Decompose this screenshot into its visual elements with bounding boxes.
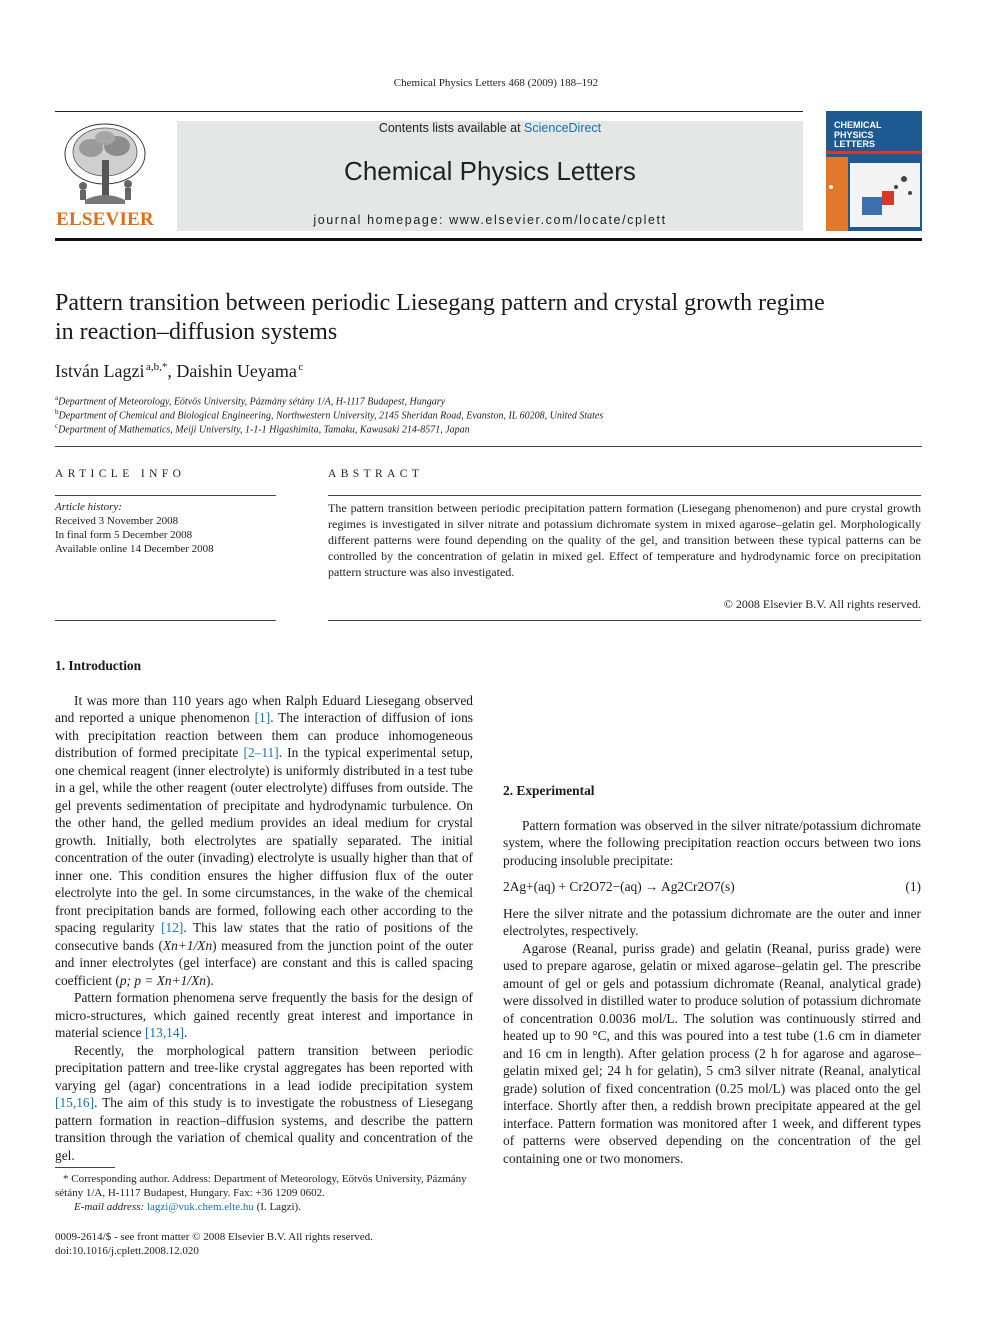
abstract-copyright: © 2008 Elsevier B.V. All rights reserved. xyxy=(723,597,921,611)
equation-number: (1) xyxy=(905,879,921,894)
history-entry: Received 3 November 2008 xyxy=(55,515,179,527)
paragraph-text: ). xyxy=(205,972,214,988)
contents-prefix: Contents lists available at xyxy=(378,121,525,135)
abstract-bottom-rule xyxy=(328,620,921,621)
reference-link[interactable]: [13,14] xyxy=(144,1025,185,1040)
cover-artwork xyxy=(826,157,922,231)
paragraph-text: . In the typical experimental setup, one chemical reagent (inner electrolyte) is uniformly distributed in a test tube in a gel, while the other reagent (outer electrolyte) diffuses from outside. The gel prevents sedimentation of precipitate and hydrodynamic turbulence. On the other hand, the gelled medium provides an ideal medium for crystal growth. Initially, both electrolytes are spatially separated. The initial concentration of the outer (invading) electrolyte is usually higher than that of inner one. This condition ensures the higher diffusion flux of the outer electrolyte into the gel. In some circumstances, in the wake of the chemical front precipitation bands are formed, following each other according to the spacing regularity xyxy=(55,745,474,935)
corresponding-footnote xyxy=(55,1172,473,1214)
journal-citation: Chemical Physics Letters 468 (2009) 188–192 xyxy=(393,77,599,89)
paragraph-text: . The aim of this study is to investigate the robustness of Liesegang pattern formation in reaction–diffusion systems, and describe the pattern transition through the variation of chemical quality and concentration of the gel. xyxy=(55,1095,473,1163)
author-list xyxy=(55,361,925,382)
section-heading: 1. Introduction xyxy=(55,658,142,673)
reference-link[interactable]: [2–11] xyxy=(243,745,279,760)
author-marks: a,b,* xyxy=(145,361,168,373)
author-marks: c xyxy=(298,361,304,373)
intro-paragraph xyxy=(55,989,473,1042)
abstract-rule xyxy=(328,495,921,496)
paragraph-text: ) measured from the junction point of the outer and inner electrolytes (gel interface) are constant and this is called spacing coefficient ( xyxy=(55,937,473,988)
affiliation xyxy=(55,408,925,421)
intro-paragraph xyxy=(55,692,473,990)
header-thick-rule xyxy=(55,238,922,241)
cover-title-line: PHYSICS xyxy=(834,129,874,140)
journal-title: Chemical Physics Letters xyxy=(344,156,636,186)
email-link[interactable]: lagzi@vuk.chem.elte.hu xyxy=(146,1201,254,1213)
email-suffix: (I. Lagzi). xyxy=(253,1201,301,1213)
paragraph-text: It was more than 110 years ago when Ralph Eduard Liesegang observed and reported a unique phenomenon xyxy=(55,692,473,725)
author-name: Daishin Ueyama xyxy=(176,361,297,381)
affiliation-text: Department of Mathematics, Meiji University, 1-1-1 Higashimita, Tamaku, Kawasaki 214-8571, Japan xyxy=(58,424,470,436)
article-info-bottom-rule xyxy=(55,620,276,621)
contents-line xyxy=(177,121,803,135)
article-history xyxy=(55,500,276,556)
intro-paragraph xyxy=(55,1042,473,1165)
issn-line: 0009-2614/$ - see front matter © 2008 Elsevier B.V. All rights reserved. xyxy=(55,1231,373,1243)
abstract-text: The pattern transition between periodic precipitation pattern formation (Liesegang phenomenon) and pure crystal growth regimes is investigated in silver nitrate and potassium dichromate system in mixed agarose–gelatin gel. Morphologically different patterns were found depending on the quality of the gel, and transition between these typical patterns can be controlled by the concentration of gelatin in mixed gel. Effect of temperature and hydrodynamic force on precipitation pattern structure was also investigated. xyxy=(328,501,921,579)
section-heading: 2. Experimental xyxy=(503,783,595,798)
title-line: in reaction–diffusion systems xyxy=(55,319,338,345)
right-column xyxy=(503,782,921,1167)
reference-link[interactable]: [1] xyxy=(254,710,271,725)
paper-title xyxy=(55,289,925,347)
journal-homepage[interactable]: journal homepage: www.elsevier.com/locate/cplett xyxy=(313,213,667,227)
history-entry: In final form 5 December 2008 xyxy=(55,529,193,541)
equation-1 xyxy=(503,878,921,896)
paragraph-text: . xyxy=(184,1025,188,1040)
math-text: Xn+1/Xn xyxy=(162,937,213,953)
author-separator: , xyxy=(167,361,177,381)
journal-cover-thumbnail xyxy=(826,111,922,231)
cover-title xyxy=(834,121,918,150)
math-ratio xyxy=(163,938,212,953)
affiliation-rule xyxy=(55,446,922,447)
footnote-text: Corresponding author. Address: Department of Meteorology, Eötvös University, Pázmány sétány 1/A, H-1117 Budapest, Hungary. Fax: +36 1209 0602. xyxy=(55,1173,467,1199)
cover-stripe xyxy=(826,151,922,154)
affiliation-text: Department of Chemical and Biological Engineering, Northwestern University, 2145 Sheridan Road, Evanston, IL 60208, United States xyxy=(58,410,604,422)
abstract-heading: ABSTRACT xyxy=(328,468,424,480)
footnote-rule xyxy=(55,1167,115,1168)
left-column xyxy=(55,657,473,1164)
paragraph-text: Recently, the morphological pattern transition between periodic precipitation pattern and tree-like crystal aggregates has been reported with varying gel (agar) concentrations in a lead iodide precipitation system xyxy=(55,1042,473,1093)
title-line: Pattern transition between periodic Liesegang pattern and crystal growth regime xyxy=(55,290,825,316)
experimental-paragraph: Here the silver nitrate and the potassium dichromate are the outer and inner electrolytes, respectively. xyxy=(503,905,921,938)
affiliation-mark: b xyxy=(55,408,59,416)
chemical-equation: 2Ag+(aq) + Cr2O72−(aq) → Ag2Cr2O7(s) xyxy=(503,879,735,894)
paragraph-text: . This law states that the ratio of positions of the consecutive bands ( xyxy=(55,920,473,953)
affiliation-text: Department of Meteorology, Eötvös University, Pázmány sétány 1/A, H-1117 Budapest, Hungary xyxy=(58,396,446,408)
affiliation xyxy=(55,422,925,435)
affiliation-mark: a xyxy=(55,394,59,402)
history-entry: Available online 14 December 2008 xyxy=(55,543,214,555)
history-label: Article history: xyxy=(55,501,122,513)
paragraph-text: Pattern formation phenomena serve frequently the basis for the design of micro-structures, which gained recently great interest and importance in material science xyxy=(55,990,473,1040)
doi-line[interactable]: doi:10.1016/j.cplett.2008.12.020 xyxy=(55,1245,199,1257)
experimental-paragraph: Agarose (Reanal, puriss grade) and gelatin (Reanal, puriss grade) were used to prepare agarose, gelatin or mixed agarose–gelatin gel. The prescribe amount of gel or gels and potassium dichromate (Reanal, analytical grade) were dissolved in distilled water to produce solution of potassium dichromate of concentration 0.0036 mol/L. The solution was continuously stirred and heated up to 90 °C, and this was poured into a test tube (1.6 cm in diameter and 16 cm in length). After gelation process (2 h for agarose and agarose–gelatin mixed gel; 24 h for gelatin), 5 cm3 silver nitrate (Reanal, analytical grade) solution of fixed concentration (0.25 mol/L) was placed onto the gel interface. Shortly after then, a reddish brown precipitate appeared at the gel interface. Pattern formation was monitored after 1 week, and different types of patterns were observed depending on the concentration of the gel containing one or two monomers. xyxy=(503,940,921,1166)
footnote-mark: * xyxy=(63,1173,69,1185)
reference-link[interactable]: [12] xyxy=(161,920,184,935)
paragraph-text: . The interaction of diffusion of ions with precipitation reaction between them can produce inhomogeneous distribution of formed precipitate xyxy=(55,710,473,760)
email-label: E-mail address: xyxy=(74,1201,147,1213)
cover-title-line: CHEMICAL xyxy=(834,120,882,130)
math-text: p; p = Xn+1/Xn xyxy=(119,972,206,988)
math-expression xyxy=(120,973,206,988)
author-name: István Lagzi xyxy=(55,361,145,381)
sciencedirect-link[interactable]: ScienceDirect xyxy=(524,121,602,135)
reference-link[interactable]: [15,16] xyxy=(55,1095,95,1110)
affiliation-mark: c xyxy=(55,422,59,430)
article-info-rule xyxy=(55,495,276,496)
affiliation xyxy=(55,394,925,407)
experimental-paragraph: Pattern formation was observed in the silver nitrate/potassium dichromate system, where the following precipitation reaction occurs between two ions producing insoluble precipitate: xyxy=(503,817,921,868)
elsevier-wordmark: ELSEVIER xyxy=(56,209,154,230)
header-rule xyxy=(55,111,803,112)
article-info-heading: ARTICLE INFO xyxy=(55,468,186,480)
cover-title-line: LETTERS xyxy=(834,139,876,149)
